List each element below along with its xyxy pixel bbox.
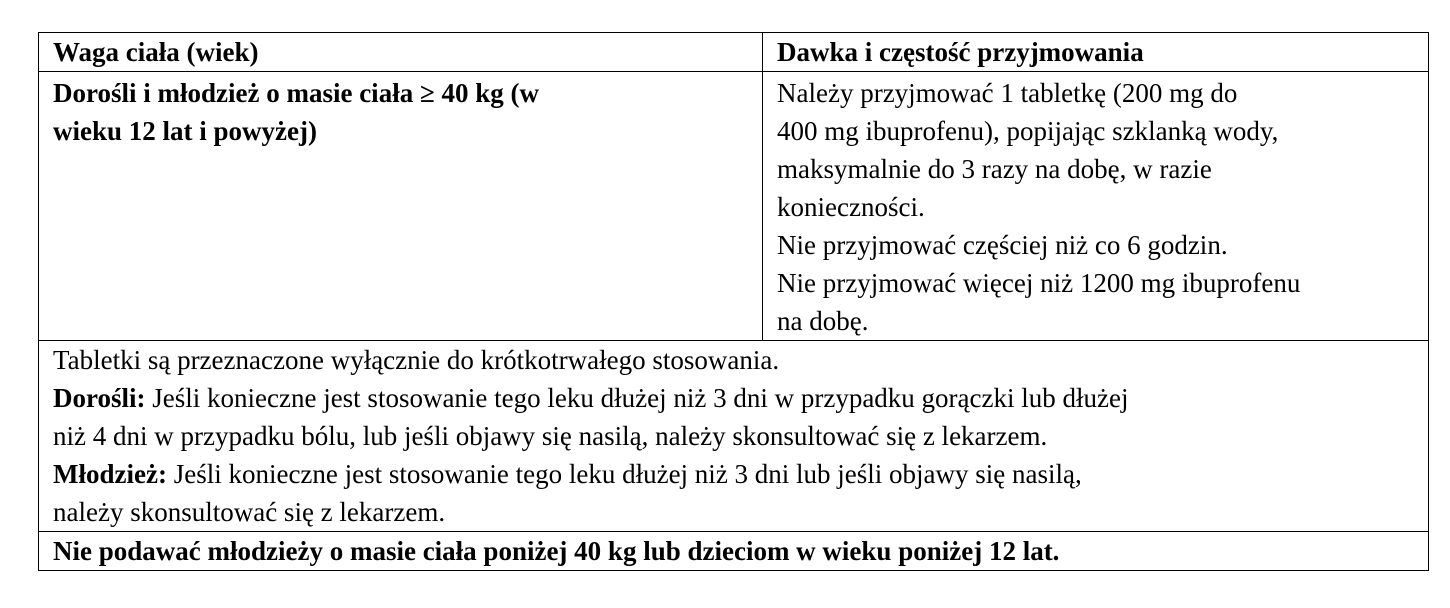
dose-cell [763,72,1429,341]
note-intro: Tabletki są przeznaczone wyłącznie do krótkotrwałego stosowania. [53,345,780,375]
note-youth-line-1 [53,455,1418,493]
note-row [39,341,1429,532]
header-weight-label: Waga ciała (wiek) [53,37,259,67]
dose-line-1: Należy przyjmować 1 tabletkę (200 mg do [777,78,1238,108]
table-header-row [39,33,1429,72]
warning-text: Nie podawać młodzieży o masie ciała poniżej 40 kg lub dzieciom w wieku poniżej 12 lat. [53,536,1060,566]
header-cell-weight [39,33,763,72]
dosage-table [38,32,1429,571]
dose-line-6: Nie przyjmować więcej niż 1200 mg ibuprofenu [777,268,1301,298]
warning-cell [39,532,1429,571]
note-adults-line-2: niż 4 dni w przypadku bólu, lub jeśli objawy się nasilą, należy skonsultować się z lekarzem. [53,421,1048,451]
dose-line-5: Nie przyjmować częściej niż co 6 godzin. [777,230,1228,260]
dose-line-2: 400 mg ibuprofenu), popijając szklanką wody, [777,116,1279,146]
youth-text-1: Jeśli konieczne jest stosowanie tego leku dłużej niż 3 dni lub jeśli objawy się nasilą, [173,459,1082,489]
dose-line-7: na dobę. [777,306,869,336]
note-youth-line-2: należy skonsultować się z lekarzem. [53,497,446,527]
note-adults-line-1 [53,379,1418,417]
adults-label: Dorośli: [53,383,146,413]
group-line-2: wieku 12 lat i powyżej) [53,116,317,146]
header-dose-label: Dawka i częstość przyjmowania [777,37,1144,67]
header-cell-dose [763,33,1429,72]
group-cell [39,72,763,341]
note-cell [39,341,1429,532]
dose-line-4: konieczności. [777,192,925,222]
group-line-1: Dorośli i młodzież o masie ciała ≥ 40 kg (w [53,78,540,108]
adults-text-1: Jeśli konieczne jest stosowanie tego leku dłużej niż 3 dni w przypadku gorączki lub dłużej [152,383,1129,413]
warning-row [39,532,1429,571]
dose-line-3: maksymalnie do 3 razy na dobę, w razie [777,154,1212,184]
table-row [39,72,1429,341]
youth-label: Młodzież: [53,459,167,489]
